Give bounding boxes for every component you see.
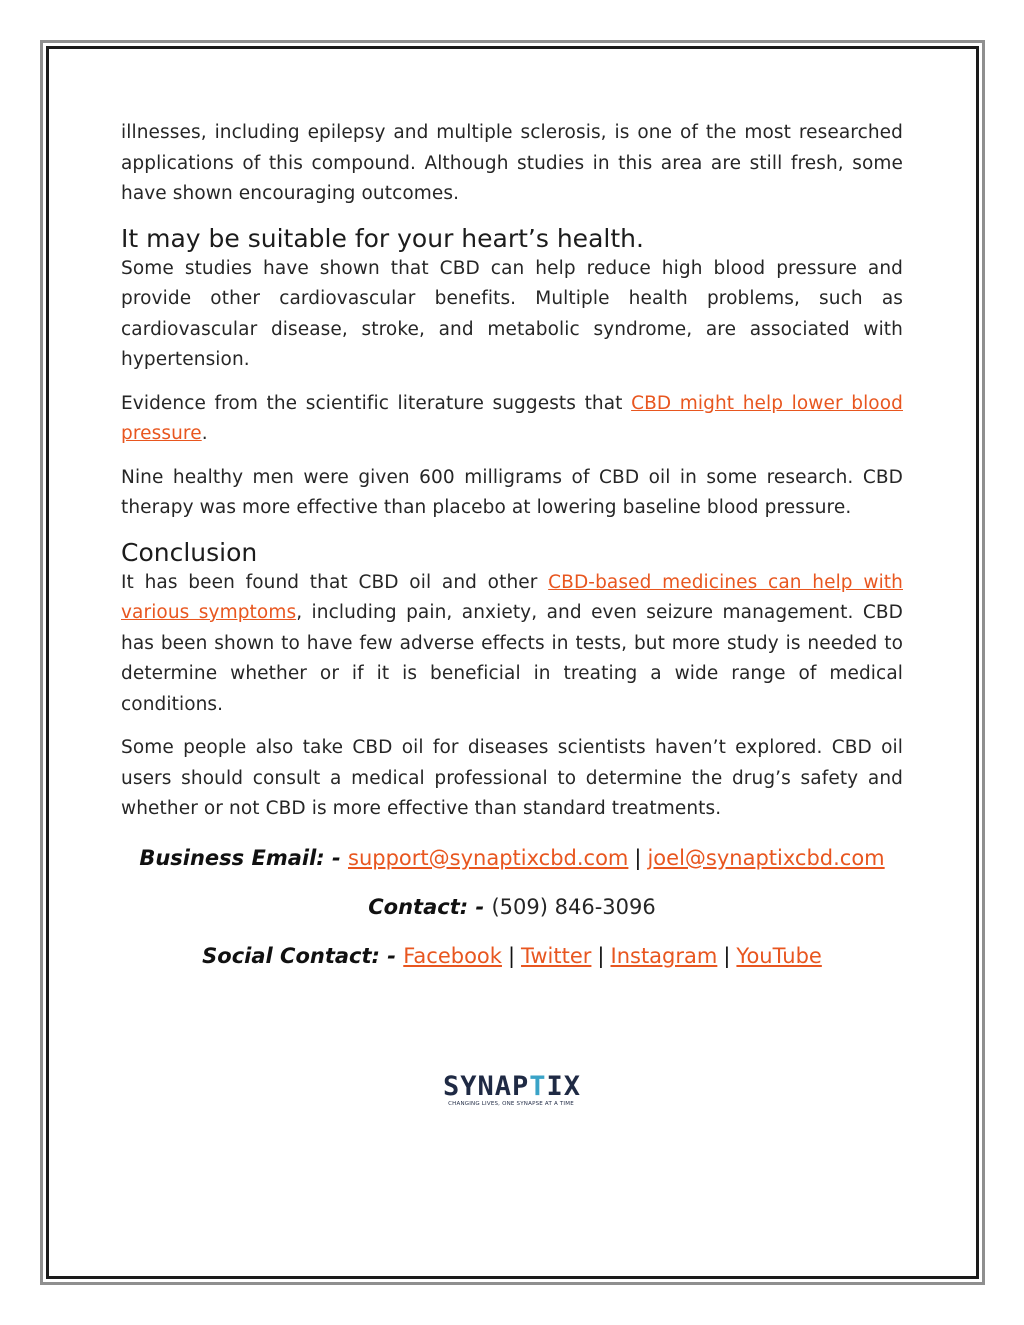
youtube-link[interactable]: YouTube [736, 943, 822, 968]
conclusion-heading: Conclusion [121, 537, 258, 567]
logo-word-left: SYNAP [443, 1071, 530, 1102]
instagram-link[interactable]: Instagram [610, 943, 718, 968]
synaptix-logo [443, 1071, 582, 1110]
joel-email-link[interactable]: joel@synaptixcbd.com [647, 845, 885, 870]
cbd-medicines-link[interactable]: CBD-based medicines can help with various symptoms [121, 571, 903, 623]
facebook-link[interactable]: Facebook [403, 943, 502, 968]
phone-contact-line [121, 892, 903, 922]
social-separator-3: | [723, 943, 731, 968]
twitter-link[interactable]: Twitter [521, 943, 592, 968]
logo-figure-icon: T [529, 1071, 547, 1102]
email-separator: | [634, 845, 642, 870]
social-separator-2: | [597, 943, 605, 968]
heart-paragraph-3: Nine healthy men were given 600 milligrams of CBD oil in some research. CBD therapy was more effective than placebo at lowering baseline blood pressure. [121, 466, 903, 518]
contact-label: Contact: - [368, 894, 492, 919]
logo-wordmark [443, 1071, 582, 1102]
heart-health-heading: It may be suitable for your heart’s health. [121, 223, 644, 253]
conclusion-paragraph-2: Some people also take CBD oil for diseases scientists haven’t explored. CBD oil users should consult a medical professional to determine the drug’s safety and whether or not CBD is more effective than standard treatments. [121, 737, 903, 819]
intro-paragraph: illnesses, including epilepsy and multiple sclerosis, is one of the most researched applications of this compound. Although studies in this area are still fresh, some have shown encouraging outcomes. [121, 122, 903, 204]
blood-pressure-link[interactable]: CBD might help lower blood pressure [121, 392, 903, 444]
document-content [121, 118, 903, 971]
business-email-label: Business Email: - [139, 845, 349, 870]
heart-paragraph-2 [121, 389, 903, 450]
support-email-link[interactable]: support@synaptixcbd.com [348, 845, 629, 870]
conclusion-paragraph-1-rest: , including pain, anxiety, and even seizure management. CBD has been shown to have few adverse effects in tests, but more study is needed to determine whether or if it is beneficial in treating a wide range of medical conditions. [121, 602, 903, 715]
social-contact-label: Social Contact: - [202, 943, 404, 968]
conclusion-paragraph-1 [121, 568, 903, 721]
heart-paragraph-2-end: . [201, 423, 208, 444]
heart-paragraph-2-text: Evidence from the scientific literature suggests that [121, 392, 632, 414]
business-email-line [121, 843, 903, 873]
conclusion-paragraph-1-text: It has been found that CBD oil and other [121, 571, 549, 593]
logo-tagline: CHANGING LIVES, ONE SYNAPSE AT A TIME [448, 1101, 574, 1107]
phone-number: (509) 846-3096 [491, 894, 656, 919]
social-separator-1: | [507, 943, 516, 968]
social-contact-line [121, 941, 903, 971]
heart-paragraph-1: Some studies have shown that CBD can help reduce high blood pressure and provide other cardiovascular benefits. Multiple health problems, such as cardiovascular disease, stroke, and metabolic syndrome, are associated with hypertension. [121, 257, 903, 370]
logo-word-right: IX [546, 1071, 582, 1102]
